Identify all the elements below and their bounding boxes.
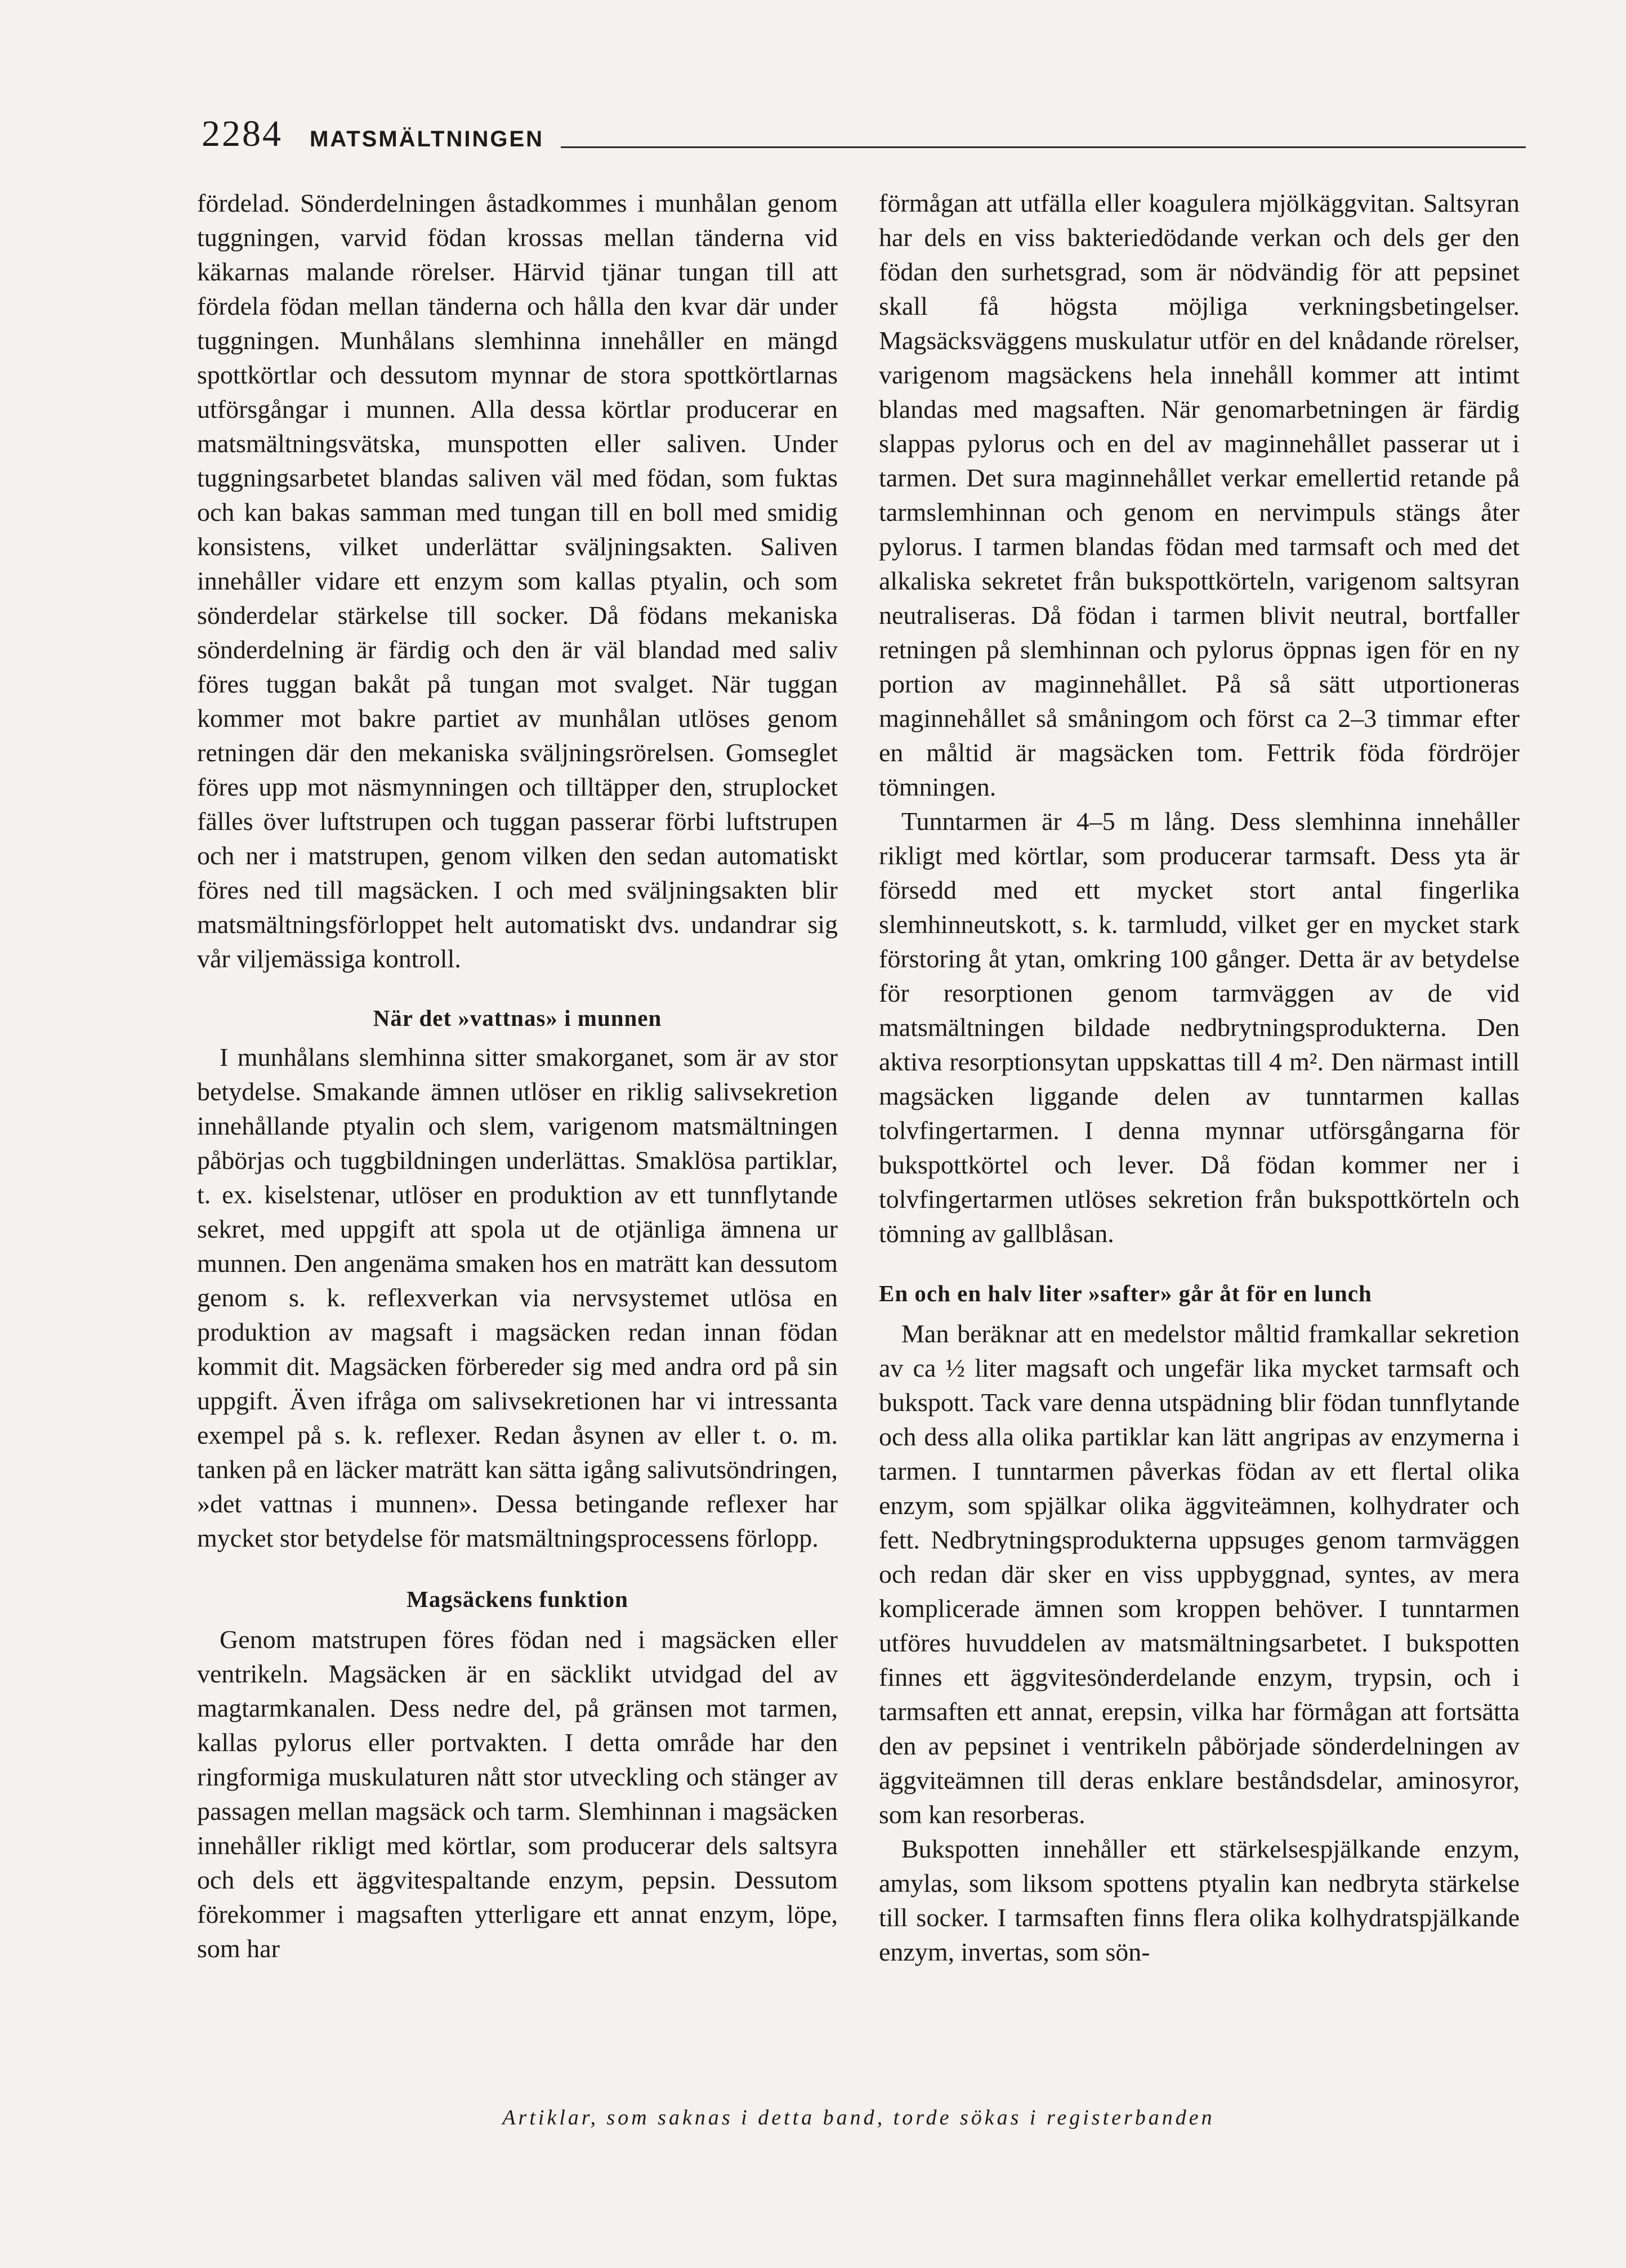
header-rule xyxy=(561,146,1526,148)
paragraph: I munhålans slemhinna sitter smakorganet, som är av stor betydelse. Smakande ämnen utlöser en riklig salivsekretion innehållande ptyalin och slem, varigenom matsmältningen påbörjas och tuggbildningen underlättas. Smaklösa partiklar, t. ex. kiselstenar, utlöser en produktion av ett tunnflytande sekret, med uppgift att spola ut de otjänliga ämnena ur munnen. Den angenäma smaken hos en maträtt kan dessutom genom s. k. reflexverkan via nervsystemet utlösa en produktion av magsaft i magsäcken redan innan födan kommit dit. Magsäcken förbereder sig med andra ord på sin uppgift. Även ifråga om salivsekretionen har vi intressanta exempel på s. k. reflexer. Redan åsynen av eller t. o. m. tanken på en läcker maträtt kan sätta igång salivutsöndringen, »det vattnas i munnen». Dessa betingande reflexer har mycket stor betydelse för matsmältningsprocessens förlopp. xyxy=(197,1043,838,1552)
paragraph: förmågan att utfälla eller koagulera mjölkäggvitan. Saltsyran har dels en viss bakteriedödande verkan och dels ger den födan den surhetsgrad, som är nödvändig för att pepsinet skall få högsta möjliga verkningsbetingelser. Magsäcksväggens muskulatur utför en del knådande rörelser, varigenom magsäckens hela innehåll kommer att intimt blandas med magsaften. När genomarbetningen är färdig slappas pylorus och en del av maginnehållet passerar ut i tarmen. Det sura maginnehållet verkar emellertid retande på tarmslemhinnan och genom en nervimpuls stängs åter pylorus. I tarmen blandas födan med tarmsaft och med det alkaliska sekretet från bukspottkörteln, varigenom saltsyran neutraliseras. Då födan i tarmen blivit neutral, bortfaller retningen på slemhinnan och pylorus öppnas igen för en ny portion av maginnehållet. På så sätt utportioneras maginnehållet så småningom och först ca 2–3 timmar efter en måltid är magsäcken tom. Fettrik föda fördröjer tömningen. xyxy=(879,189,1520,801)
paragraph: Bukspotten innehåller ett stärkelsespjälkande enzym, amylas, som liksom spottens ptyalin kan nedbryta stärkelse till socker. I tarmsaften finns flera olika kolhydratspjälkande enzym, invertas, som sön- xyxy=(879,1834,1520,1966)
paragraph: Tunntarmen är 4–5 m lång. Dess slemhinna innehåller rikligt med körtlar, som producerar tarmsaft. Dess yta är försedd med ett mycket stort antal fingerlika slemhinneutskott, s. k. tarmludd, vilket ger en mycket stark förstoring åt ytan, omkring 100 gånger. Detta är av betydelse för resorptionen genom tarmväggen av de vid matsmältningen bildade nedbrytningsprodukterna. Den aktiva resorptionsytan uppskattas till 4 m². Den närmast intill magsäcken liggande delen av tunntarmen kallas tolvfingertarmen. I denna mynnar utförsgångarna för bukspottkörtel och lever. Då födan kommer ner i tolvfingertarmen utlöses sekretion från bukspottkörteln och tömning av gallblåsan. xyxy=(879,807,1520,1248)
subheading: En och en halv liter »safter» går åt för en lunch xyxy=(879,1280,1372,1306)
paragraph: Man beräknar att en medelstor måltid framkallar sekretion av ca ½ liter magsaft och ungefär lika mycket tarmsaft och bukspott. Tack vare denna utspädning blir födan tunnflytande och dess alla olika partiklar kan lätt angripas av enzymerna i tarmen. I tunntarmen påverkas födan av ett flertal olika enzym, som spjälkar olika äggviteämnen, kolhydrater och fett. Nedbrytningsprodukterna uppsuges genom tarmväggen och redan där sker en viss uppbyggnad, syntes, av mera komplicerade ämnen som kroppen behöver. I tunntarmen utföres huvuddelen av matsmältningsarbetet. I bukspotten finnes ett äggvitesönderdelande enzym, trypsin, och i tarmsaften ett annat, erepsin, vilka har förmågan att fortsätta den av pepsinet i ventrikeln påbörjade sönderdelningen av äggviteämnen till deras enklare beståndsdelar, aminosyror, som kan resorberas. xyxy=(879,1319,1520,1829)
left-column xyxy=(197,186,838,1966)
running-head xyxy=(202,115,1526,153)
section-title: MATSMÄLTNINGEN xyxy=(310,127,544,151)
subheading: När det »vattnas» i munnen xyxy=(373,1005,662,1031)
paragraph: fördelad. Sönderdelningen åstadkommes i munhålan genom tuggningen, varvid födan krossas mellan tänderna vid käkarnas malande rörelser. Härvid tjänar tungan till att fördela födan mellan tänderna och hålla den kvar där under tuggningen. Munhålans slemhinna innehåller en mängd spottkörtlar och dessutom mynnar de stora spottkörtlarnas utförsgångar i munnen. Alla dessa körtlar producerar en matsmältningsvätska, munspotten eller saliven. Under tuggningsarbetet blandas saliven väl med födan, som fuktas och kan bakas samman med tungan till en boll med smidig konsistens, vilket underlättar sväljningsakten. Saliven innehåller vidare ett enzym som kallas ptyalin, och som sönderdelar stärkelse till socker. Då födans mekaniska sönderdelning är färdig och den är väl blandad med saliv föres tuggan bakåt på tungan mot svalget. När tuggan kommer mot bakre partiet av munhålan utlöses genom retningen där den mekaniska sväljningsrörelsen. Gomseglet föres upp mot näsmynningen och tilltäpper den, struplocket fälles över luftstrupen och tuggan passerar förbi luftstrupen och ner i matstrupen, genom vilken den sedan automatiskt föres ned till magsäcken. I och med sväljningsakten blir matsmältningsförloppet helt automatiskt dvs. undandrar sig vår viljemässiga kontroll. xyxy=(197,189,838,973)
paragraph: Genom matstrupen föres födan ned i magsäcken eller ventrikeln. Magsäcken är en säcklikt utvidgad del av magtarmkanalen. Dess nedre del, på gränsen mot tarmen, kallas pylorus eller portvakten. I detta område har den ringformiga muskulaturen nått stor utveckling och stänger av passagen mellan magsäck och tarm. Slemhinnan i magsäcken innehåller rikligt med körtlar, som producerar dels saltsyra och dels ett äggvitespaltande enzym, pepsin. Dessutom förekommer i magsaften ytterligare ett annat enzym, löpe, som har xyxy=(197,1625,838,1963)
page-number: 2284 xyxy=(202,113,283,154)
footer-note: Artiklar, som saknas i detta band, torde sökas i registerbanden xyxy=(502,2106,1215,2129)
subheading: Magsäckens funktion xyxy=(406,1586,628,1612)
right-column xyxy=(879,186,1520,1969)
